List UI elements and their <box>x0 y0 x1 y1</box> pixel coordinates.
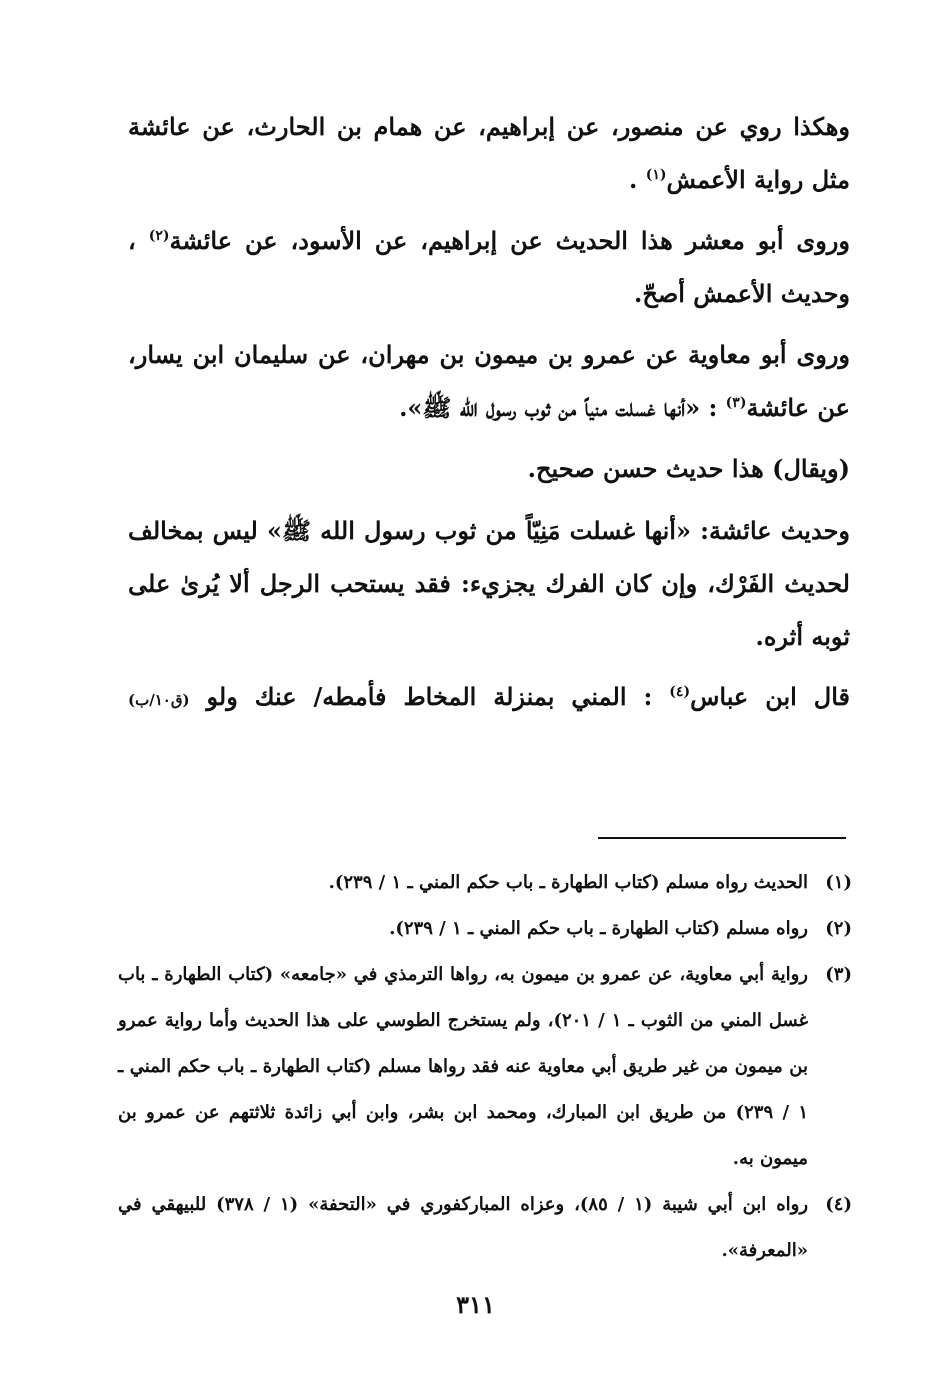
paragraph-4 <box>128 442 850 495</box>
footnote-ref-4[interactable]: (٤) <box>669 684 691 700</box>
footnotes-list <box>118 860 852 1274</box>
footnote-number: (٣) <box>825 964 852 985</box>
paragraph-2-tail: ، وحديث الأعمش أصحّ. <box>128 226 850 308</box>
footnote-ref-2[interactable]: (٢) <box>148 228 170 244</box>
footnote-separator <box>598 837 846 839</box>
paragraph-6 <box>128 670 850 727</box>
footnote-text: الحديث رواه مسلم (كتاب الطهارة ـ باب حكم المني ـ ١ / ٢٣٩). <box>328 872 808 893</box>
paragraph-1-tail: . <box>628 165 646 194</box>
footnote-number: (١) <box>825 872 852 893</box>
paragraph-6-text: قال ابن عباس <box>690 682 850 711</box>
page-number: ٣١١ <box>456 1290 495 1319</box>
paragraph-1 <box>128 100 850 206</box>
footnote-number: (٤) <box>825 1194 852 1215</box>
paragraph-1-text: وهكذا روي عن منصور، عن إبراهيم، عن همام بن الحارث، عن عائشة مثل رواية الأعمش <box>128 112 850 194</box>
paragraph-3-tail: : «أنها غسلت منياً من ثوب رسول الله ﷺ». <box>399 393 726 422</box>
footnote-ref-1[interactable]: (١) <box>645 167 667 183</box>
footnote-text: رواه ابن أبي شيبة (١ / ٨٥)، وعزاه المباركفوري في «التحفة» (١ / ٣٧٨) للبيهقي في «المعرفة». <box>118 1194 809 1261</box>
footnote-ref-3[interactable]: (٣) <box>725 395 747 411</box>
paragraph-5 <box>128 504 850 663</box>
footnote-1 <box>118 860 852 906</box>
manuscript-folio-note: (ق١٠/ب) <box>128 691 190 709</box>
paragraph-3-text: وروى أبو معاوية عن عمرو بن ميمون بن مهران، عن سليمان ابن يسار، عن عائشة <box>128 340 850 422</box>
footnote-3 <box>118 952 852 1182</box>
footnote-text: رواه مسلم (كتاب الطهارة ـ باب حكم المني ـ ١ / ٢٣٩). <box>389 918 808 939</box>
paragraph-5-text: وحديث عائشة: «أنها غسلت مَنِيّاً من ثوب رسول الله ﷺ» ليس بمخالف لحديث الفَرْك، وإن كان الفرك يجزيء: فقد يستحب الرجل ألا يُرىٰ على ثوبه أثره. <box>128 516 850 651</box>
footnote-text: رواية أبي معاوية، عن عمرو بن ميمون به، رواها الترمذي في «جامعه» (كتاب الطهارة ـ باب غسل المني من الثوب ـ ١ / ٢٠١)، ولم يستخرج الطوسي على هذا الحديث وأما رواية عمرو بن ميمون من غير طريق أبي معاوية عنه فقد رواها مسلم (كتاب الطهارة ـ باب حكم المني ـ ١ / ٢٣٩) من طريق ابن المبارك، ومحمد ابن بشر، وابن أبي زائدة ثلاثتهم عن عمرو بن ميمون به. <box>118 964 809 1169</box>
footnote-4 <box>118 1182 852 1274</box>
paragraph-2-text: وروى أبو معشر هذا الحديث عن إبراهيم، عن الأسود، عن عائشة <box>169 226 850 255</box>
paragraph-2 <box>128 214 850 320</box>
paragraph-6-tail: : المني بمنزلة المخاط فأمطه/ عنك ولو <box>206 682 670 711</box>
paragraph-4-text: (ويقال) هذا حديث حسن صحيح. <box>527 454 850 483</box>
paragraph-3 <box>128 328 850 434</box>
footnote-2 <box>118 906 852 952</box>
footnote-number: (٢) <box>825 918 852 939</box>
